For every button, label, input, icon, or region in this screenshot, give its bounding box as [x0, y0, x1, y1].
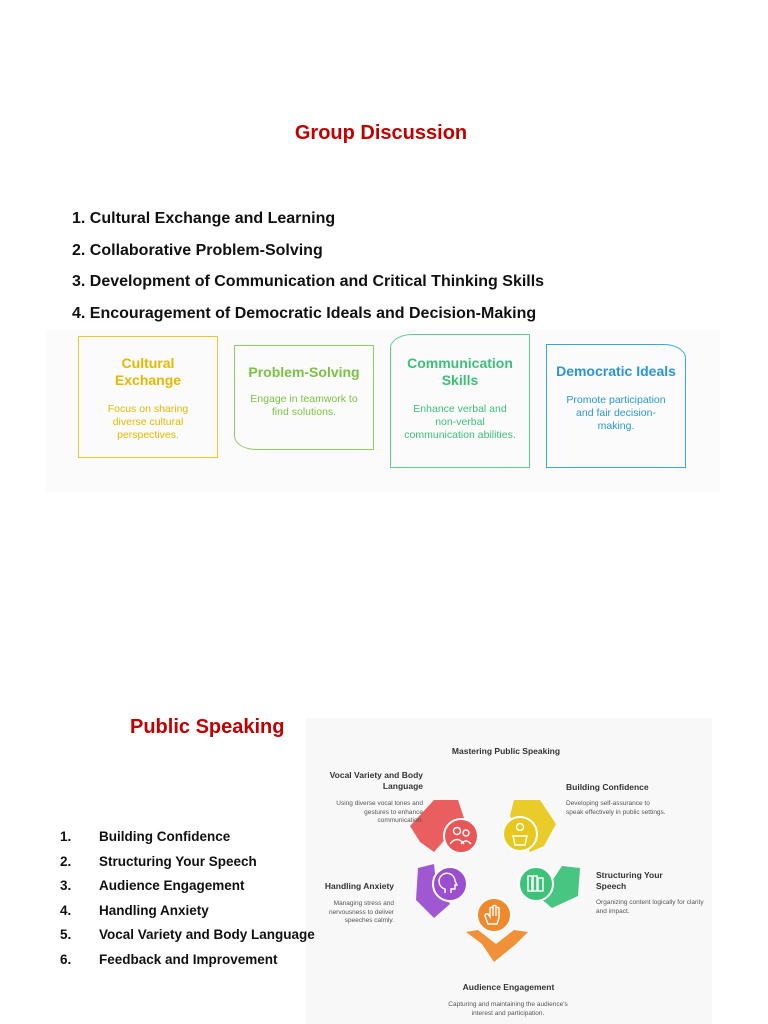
list-item — [60, 900, 315, 925]
list-number: 4. — [60, 902, 72, 918]
desc-structuring-speech: Organizing content logically for clarity and impact. — [596, 899, 704, 915]
list-item: 4. Encouragement of Democratic Ideals and Decision-Making — [72, 304, 537, 322]
segment-audience-engagement — [466, 898, 528, 962]
desc-vocal-variety: Using diverse vocal tones and gestures to enhance communication. — [336, 800, 423, 824]
label-vocal-variety: Vocal Variety and Body Language — [329, 770, 423, 791]
card-desc: Promote participation and fair decision-making. — [566, 394, 666, 432]
card-desc: Enhance verbal and non-verbal communication abilities. — [404, 403, 516, 441]
public-speaking-list — [60, 826, 315, 973]
group-discussion-title: Group Discussion — [294, 122, 468, 144]
list-label: Feedback and Improvement — [99, 951, 278, 967]
list-item: 2. Collaborative Problem-Solving — [72, 241, 323, 259]
list-item — [60, 875, 315, 900]
benefits-infographic — [46, 330, 720, 492]
diagram-title: Mastering Public Speaking — [451, 746, 561, 756]
segment-handling-anxiety — [416, 864, 467, 918]
list-label: Handling Anxiety — [99, 902, 209, 918]
mastering-public-speaking-diagram — [306, 718, 712, 1024]
card-title: Problem-Solving — [248, 364, 360, 380]
list-item — [60, 851, 315, 876]
list-item — [60, 924, 315, 949]
card-title: Democratic Ideals — [556, 363, 676, 379]
public-speaking-title: Public Speaking — [130, 716, 285, 738]
list-number: 2. — [60, 853, 72, 869]
group-discussion-list — [72, 208, 544, 334]
label-handling-anxiety: Handling Anxiety — [324, 881, 394, 891]
list-number: 6. — [60, 951, 72, 967]
list-item — [60, 949, 315, 974]
card-cultural-exchange — [78, 336, 218, 458]
desc-audience-engagement: Capturing and maintaining the audience's interest and participation. — [448, 1001, 568, 1017]
card-problem-solving — [234, 345, 374, 450]
list-item: 3. Development of Communication and Critical Thinking Skills — [72, 273, 545, 290]
segment-structuring-speech — [519, 866, 580, 908]
card-title: Cultural Exchange — [114, 355, 182, 388]
card-desc: Focus on sharing diverse cultural perspectives. — [107, 403, 189, 441]
label-audience-engagement: Audience Engagement — [462, 982, 555, 992]
desc-building-confidence: Developing self-assurance to speak effectively in public settings. — [566, 800, 666, 816]
list-number: 5. — [60, 927, 72, 942]
list-number: 1. — [60, 829, 72, 844]
label-structuring-speech: Structuring Your Speech — [596, 870, 663, 891]
list-label: Structuring Your Speech — [99, 853, 257, 869]
card-title: Communication Skills — [407, 355, 513, 388]
desc-handling-anxiety: Managing stress and nervousness to deliver speeches calmly. — [328, 900, 394, 924]
card-communication-skills — [390, 334, 530, 468]
list-label: Audience Engagement — [99, 878, 245, 893]
label-building-confidence: Building Confidence — [566, 782, 649, 792]
card-desc: Engage in teamwork to find solutions. — [250, 393, 358, 418]
list-item — [60, 826, 315, 851]
segment-building-confidence — [503, 800, 556, 852]
list-label: Building Confidence — [99, 829, 231, 844]
list-number: 3. — [60, 878, 72, 893]
list-item: 1. Cultural Exchange and Learning — [72, 210, 336, 227]
list-label: Vocal Variety and Body Language — [99, 927, 315, 942]
card-democratic-ideals — [546, 344, 686, 468]
